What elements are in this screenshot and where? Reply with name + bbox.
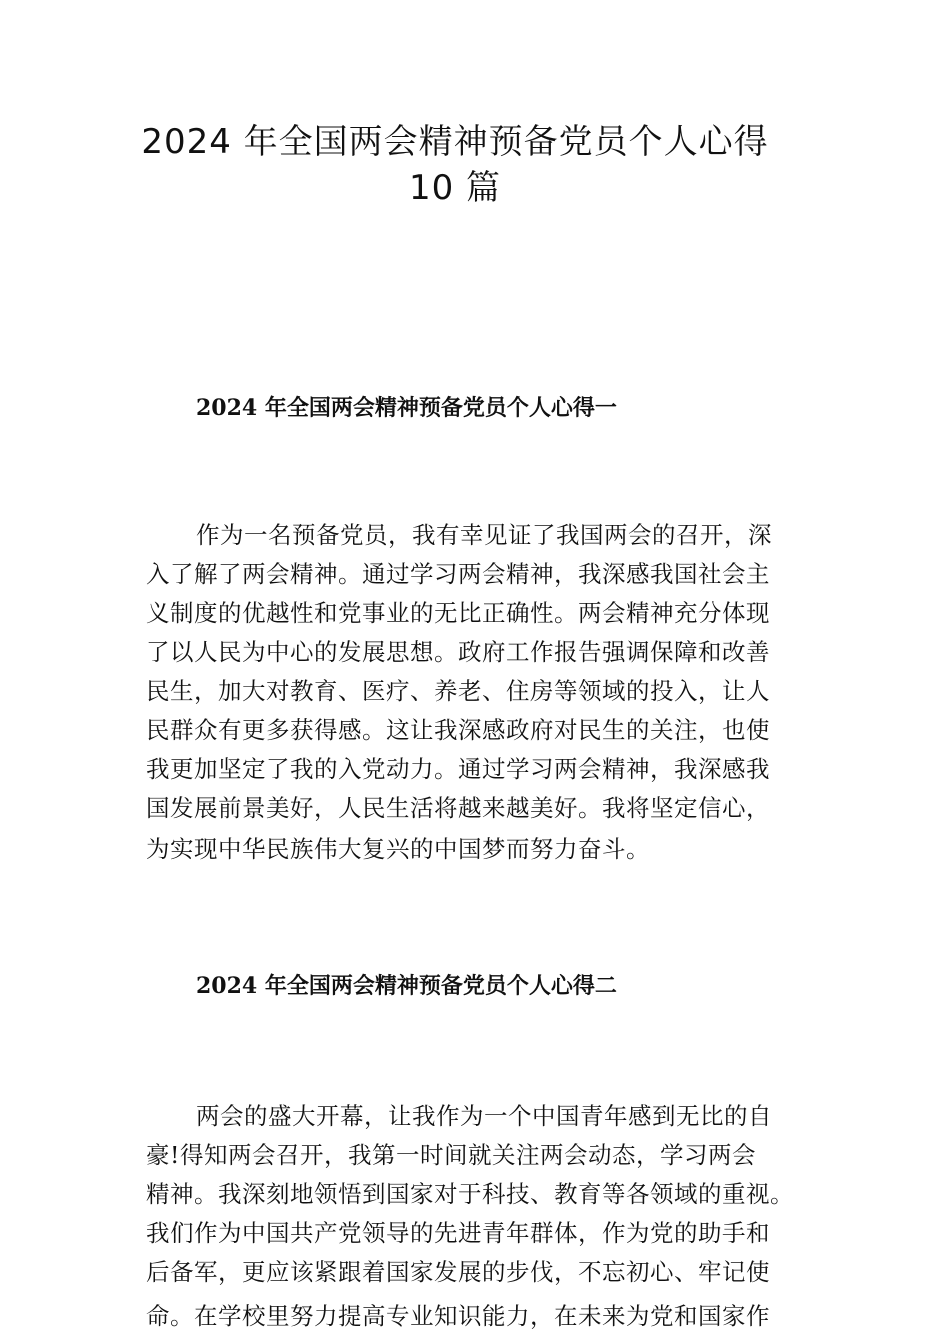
section-heading-2: 2024 年全国两会精神预备党员个人心得二 bbox=[196, 973, 617, 999]
document-title-line-2: 10 篇 bbox=[408, 168, 502, 208]
paragraph-line: 后备军，更应该紧跟着国家发展的步伐，不忘初心、牢记使 bbox=[146, 1258, 770, 1286]
paragraph-line: 我更加坚定了我的入党动力。通过学习两会精神，我深感我 bbox=[146, 755, 770, 783]
paragraph-line: 民群众有更多获得感。这让我深感政府对民生的关注，也使 bbox=[146, 716, 770, 744]
paragraph-line: 入了解了两会精神。通过学习两会精神，我深感我国社会主 bbox=[146, 560, 770, 588]
paragraph-line: 豪!得知两会召开，我第一时间就关注两会动态，学习两会 bbox=[146, 1141, 756, 1169]
paragraph-line: 义制度的优越性和党事业的无比正确性。两会精神充分体现 bbox=[146, 599, 770, 627]
paragraph-line: 命。在学校里努力提高专业知识能力，在未来为党和国家作 bbox=[146, 1302, 770, 1330]
section-heading-1: 2024 年全国两会精神预备党员个人心得一 bbox=[196, 395, 617, 421]
paragraph-line: 我们作为中国共产党领导的先进青年群体，作为党的助手和 bbox=[146, 1219, 770, 1247]
paragraph-line: 了以人民为中心的发展思想。政府工作报告强调保障和改善 bbox=[146, 638, 770, 666]
paragraph-line: 国发展前景美好，人民生活将越来越美好。我将坚定信心， bbox=[146, 794, 770, 822]
paragraph-line: 为实现中华民族伟大复兴的中国梦而努力奋斗。 bbox=[146, 835, 650, 863]
paragraph-line: 民生，加大对教育、医疗、养老、住房等领域的投入，让人 bbox=[146, 677, 770, 705]
document-title-line-1: 2024 年全国两会精神预备党员个人心得 bbox=[141, 122, 769, 162]
paragraph-line: 两会的盛大开幕，让我作为一个中国青年感到无比的自 bbox=[196, 1102, 772, 1130]
paragraph-line: 精神。我深刻地领悟到国家对于科技、教育等各领域的重视。 bbox=[146, 1180, 794, 1208]
paragraph-line: 作为一名预备党员，我有幸见证了我国两会的召开，深 bbox=[196, 521, 772, 549]
